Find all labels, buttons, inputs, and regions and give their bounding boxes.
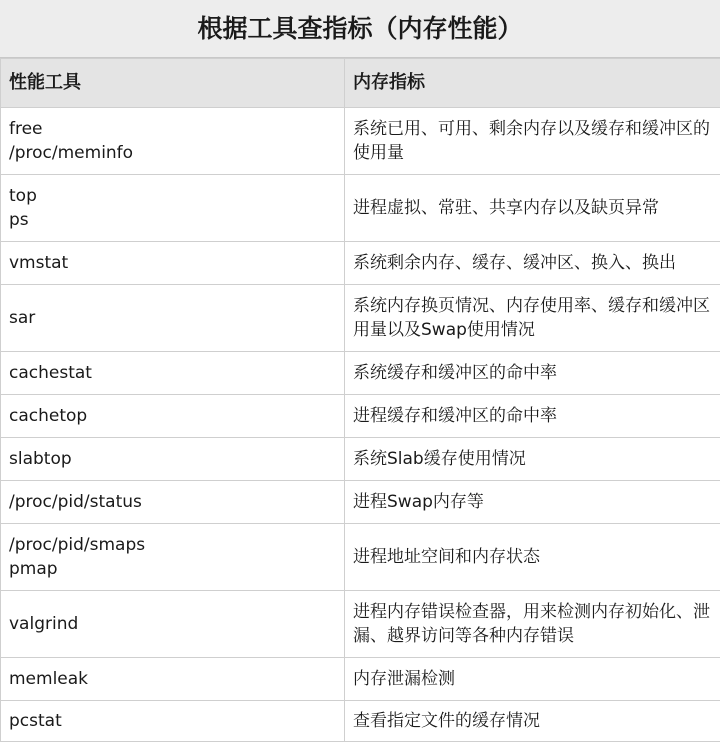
metric-cell: 系统Slab缓存使用情况 bbox=[345, 438, 720, 481]
tool-cell: memleak bbox=[1, 658, 345, 701]
metric-cell: 系统已用、可用、剩余内存以及缓存和缓冲区的使用量 bbox=[345, 108, 720, 175]
tool-cell: free /proc/meminfo bbox=[1, 108, 345, 175]
table-row bbox=[1, 658, 720, 701]
memory-tools-table bbox=[0, 58, 720, 742]
metric-cell: 进程内存错误检查器，用来检测内存初始化、泄漏、越界访问等各种内存错误 bbox=[345, 591, 720, 658]
table-row bbox=[1, 438, 720, 481]
metric-cell: 系统内存换页情况、内存使用率、缓存和缓冲区用量以及Swap使用情况 bbox=[345, 285, 720, 352]
header-metric: 内存指标 bbox=[345, 59, 720, 108]
table-row bbox=[1, 524, 720, 591]
tool-cell: top ps bbox=[1, 175, 345, 242]
tool-cell: valgrind bbox=[1, 591, 345, 658]
metric-cell: 进程虚拟、常驻、共享内存以及缺页异常 bbox=[345, 175, 720, 242]
tool-cell: /proc/pid/smaps pmap bbox=[1, 524, 345, 591]
metric-cell: 查看指定文件的缓存情况 bbox=[345, 701, 720, 742]
table-title: 根据工具查指标（内存性能） bbox=[0, 0, 720, 58]
tool-cell: slabtop bbox=[1, 438, 345, 481]
table-row bbox=[1, 395, 720, 438]
header-tool: 性能工具 bbox=[1, 59, 345, 108]
metric-cell: 进程Swap内存等 bbox=[345, 481, 720, 524]
table-row bbox=[1, 108, 720, 175]
tool-cell: vmstat bbox=[1, 242, 345, 285]
header-row bbox=[1, 59, 720, 108]
metric-cell: 系统缓存和缓冲区的命中率 bbox=[345, 352, 720, 395]
table-row bbox=[1, 591, 720, 658]
table-row bbox=[1, 175, 720, 242]
table-row bbox=[1, 352, 720, 395]
table-row bbox=[1, 242, 720, 285]
table-row bbox=[1, 285, 720, 352]
metric-cell: 系统剩余内存、缓存、缓冲区、换入、换出 bbox=[345, 242, 720, 285]
tool-cell: sar bbox=[1, 285, 345, 352]
metric-cell: 进程缓存和缓冲区的命中率 bbox=[345, 395, 720, 438]
table-row bbox=[1, 701, 720, 742]
metric-cell: 进程地址空间和内存状态 bbox=[345, 524, 720, 591]
tool-cell: /proc/pid/status bbox=[1, 481, 345, 524]
tool-cell: pcstat bbox=[1, 701, 345, 742]
table-row bbox=[1, 481, 720, 524]
tool-cell: cachetop bbox=[1, 395, 345, 438]
metric-cell: 内存泄漏检测 bbox=[345, 658, 720, 701]
tool-cell: cachestat bbox=[1, 352, 345, 395]
